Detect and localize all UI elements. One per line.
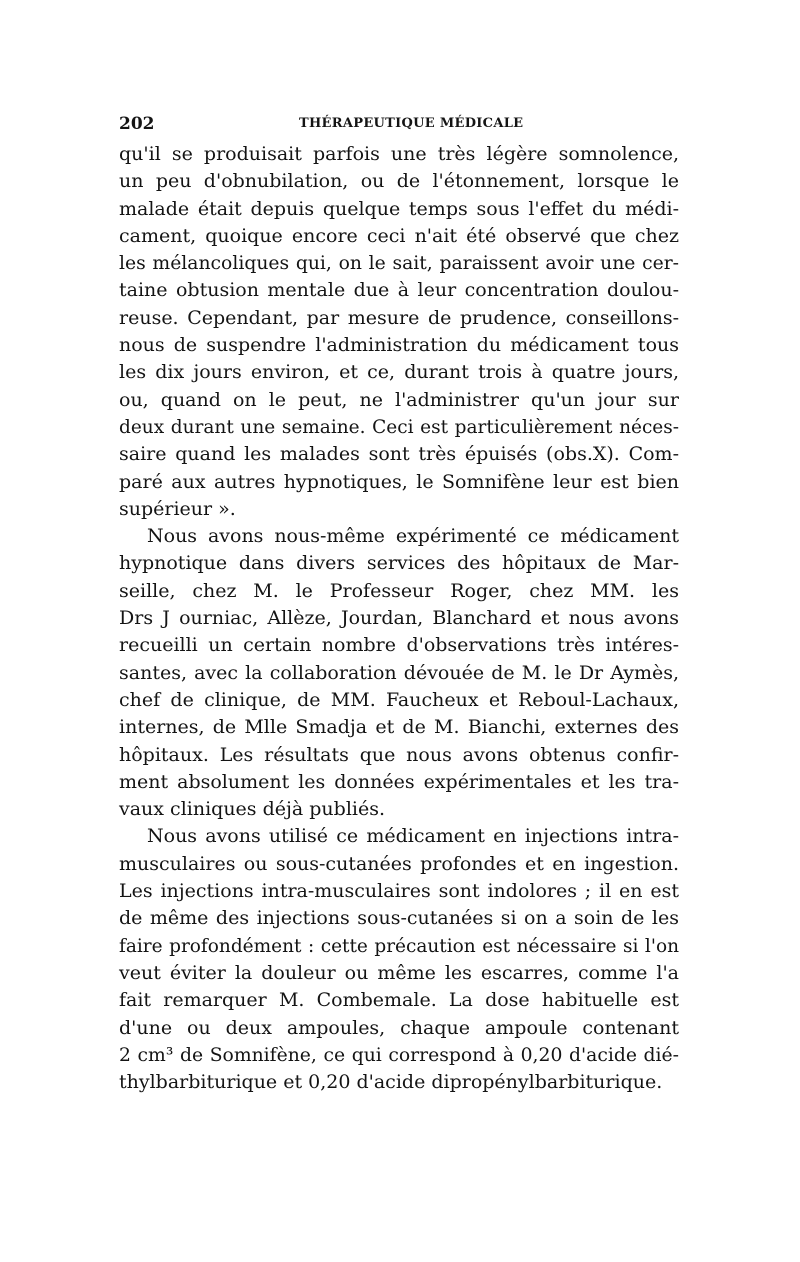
- text-line: les mélancoliques qui, on le sait, paraissent avoir une cer-: [119, 253, 679, 275]
- text-line: hypnotique dans divers services des hôpitaux de Mar-: [119, 552, 679, 575]
- text-line: recueilli un certain nombre d'observations très intéres-: [119, 634, 679, 657]
- text-line: paré aux autres hypnotiques, le Somnifène leur est bien: [119, 470, 679, 493]
- paragraph-end-line: supérieur ».: [119, 497, 236, 520]
- text-line: thylbarbiturique et 0,20 d'acide dipropénylbarbiturique.: [119, 1071, 663, 1094]
- text-line: faire profondément : cette précaution est nécessaire si l'on: [119, 935, 679, 957]
- text-line: cament, quoique encore ceci n'ait été observé que chez: [119, 224, 679, 247]
- text-line: internes, de Mlle Smadja et de M. Bianchi, externes des: [119, 716, 679, 739]
- text-line: ou, quand on le peut, ne l'administrer qu'un jour sur: [119, 388, 679, 411]
- text-line: taine obtusion mentale due à leur concentration doulou-: [119, 279, 679, 302]
- text-line: deux durant une semaine. Ceci est particulièrement néces-: [119, 416, 679, 438]
- text-line: d'une ou deux ampoules, chaque ampoule contenant: [119, 1016, 679, 1039]
- text-line: 2 cm³ de Somnifène, ce qui correspond à 0,20 d'acide dié-: [119, 1044, 679, 1066]
- page-number: 202: [119, 114, 155, 134]
- body-text: [119, 141, 679, 1096]
- paragraph-start-line: Nous avons utilisé ce médicament en injections intra-: [147, 825, 679, 848]
- running-header: [119, 114, 684, 140]
- text-line: hôpitaux. Les résultats que nous avons obtenus confir-: [119, 743, 679, 766]
- text-line: de même des injections sous-cutanées si on a soin de les: [119, 907, 679, 930]
- text-line: santes, avec la collaboration dévouée de M. le Dr Aymès,: [119, 661, 679, 684]
- text-line: seille, chez M. le Professeur Roger, chez MM. les: [119, 579, 679, 602]
- text-line: un peu d'obnubilation, ou de l'étonnement, lorsque le: [119, 170, 679, 193]
- text-line: saire quand les malades sont très épuisés (obs.X). Com-: [119, 443, 679, 466]
- text-line: veut éviter la douleur ou même les escarres, comme l'a: [119, 961, 679, 984]
- text-line: fait remarquer M. Combemale. La dose habituelle est: [119, 989, 679, 1012]
- paragraph-end-line: vaux cliniques déjà publiés.: [119, 798, 386, 821]
- text-line: nous de suspendre l'administration du médicament tous: [119, 334, 679, 357]
- text-line: ment absolument les données expérimentales et les tra-: [119, 770, 679, 793]
- text-line: qu'il se produisait parfois une très légère somnolence,: [119, 143, 679, 165]
- paragraph-start-line: Nous avons nous-même expérimenté ce médicament: [147, 525, 679, 548]
- text-line: chef de clinique, de MM. Faucheux et Reboul-Lachaux,: [119, 688, 679, 711]
- text-line: reuse. Cependant, par mesure de prudence, conseillons-: [119, 306, 679, 329]
- text-line: Drs J ourniac, Allèze, Jourdan, Blanchard et nous avons: [119, 607, 679, 630]
- text-line: les dix jours environ, et ce, durant trois à quatre jours,: [119, 361, 679, 384]
- text-line: malade était depuis quelque temps sous l'effet du médi-: [119, 197, 679, 220]
- text-line: Les injections intra-musculaires sont indolores ; il en est: [119, 880, 679, 903]
- text-line: musculaires ou sous-cutanées profondes et en ingestion.: [119, 852, 679, 875]
- running-title: THÉRAPEUTIQUE MÉDICALE: [299, 116, 524, 131]
